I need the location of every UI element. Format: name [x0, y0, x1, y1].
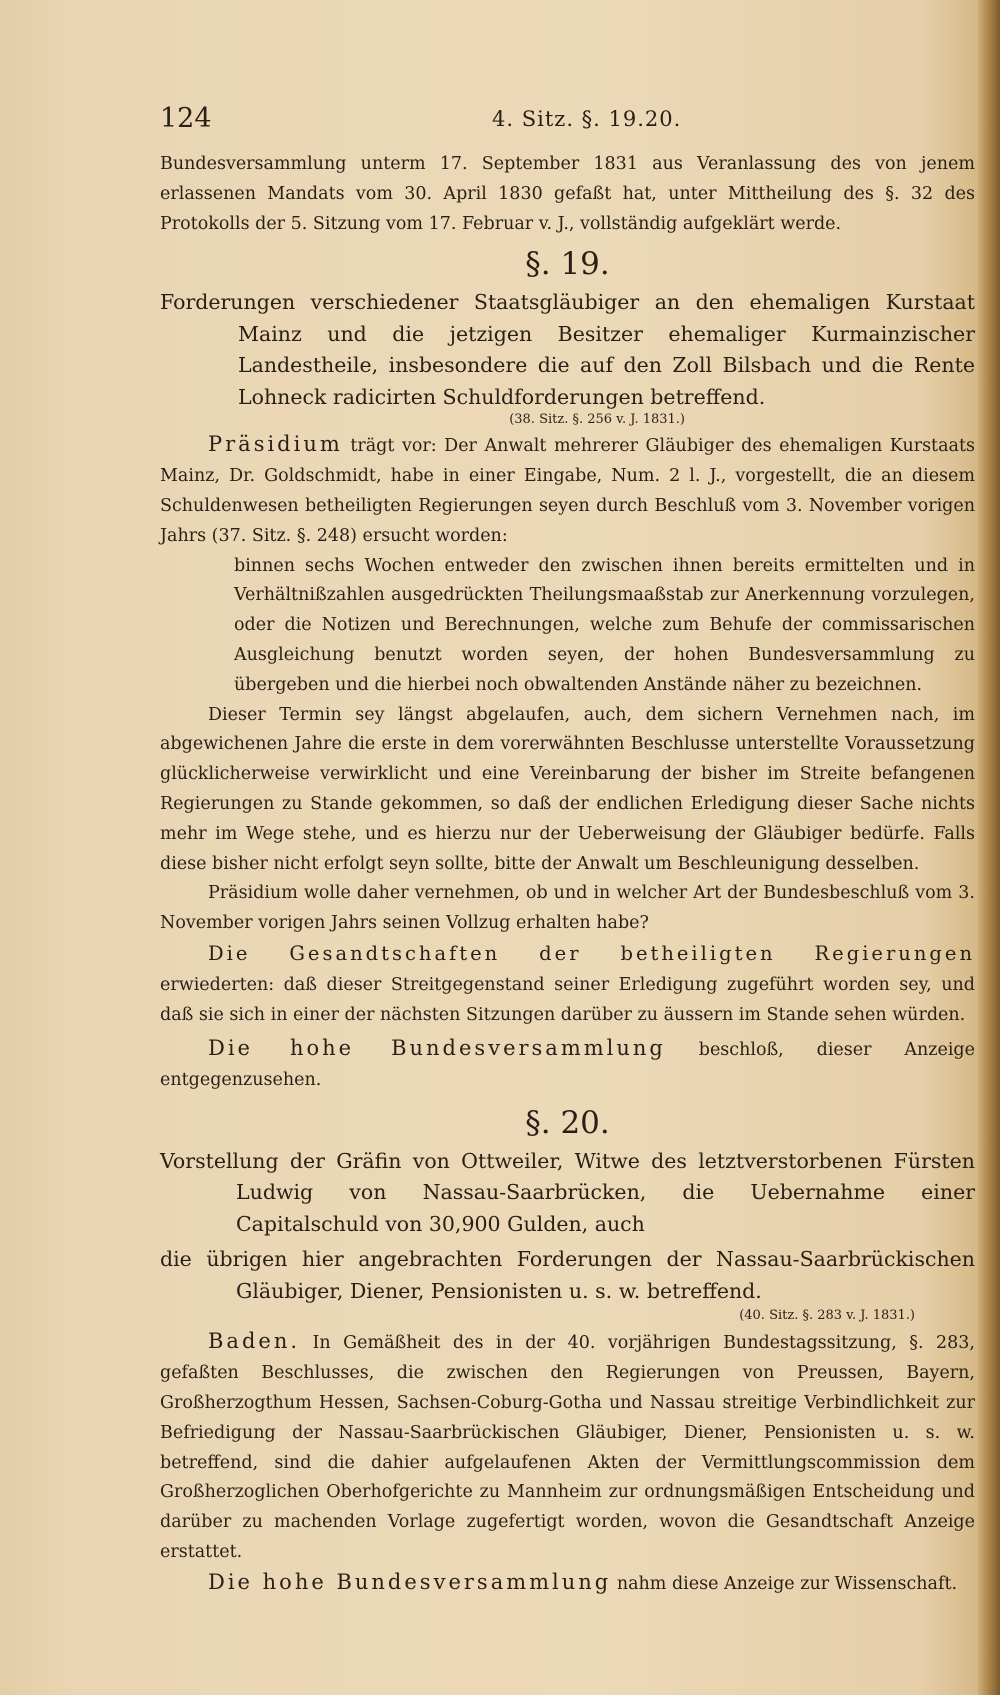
speaker-gesandtschaften: Die Gesandtschaften der betheiligten Regierungen: [208, 941, 975, 965]
section-20-paragraph-2: [160, 1568, 975, 1600]
section-19-paragraph-3: Präsidium wolle daher vernehmen, ob und in welcher Art der Bundesbeschluß vom 3. November vorigen Jahrs seinen Vollzug erhalten habe?: [160, 883, 975, 934]
section-19-quote: binnen sechs Wochen entweder den zwischen ihnen bereits ermittelten und in Verhältnißzahlen ausgedrückten Theilungsmaaßstab zur Anerkennung vorzulegen, oder die Notizen und Berechnungen, welche zum Behufe der commissarischen Ausgleichung benutzt worden seyen, der hohen Bundesversammlung zu übergeben und die hierbei noch obwaltenden Anstände näher zu bezeichnen.: [234, 555, 975, 695]
section-19-paragraph-2: Dieser Termin sey längst abgelaufen, auch, dem sichern Vernehmen nach, im abgewichenen Jahre die erste in dem vorerwähnten Beschlusse unterstellte Voraussetzung glücklicherweise verwirklicht und eine Vereinbarung der bisher im Streite befangenen Regierungen zu Stande gekommen, so daß der endlichen Erledigung dieser Sache nichts mehr im Wege stehe, und es hierzu nur der Ueberweisung der Gläubiger bedürfe. Falls diese bisher nicht erfolgt seyn sollte, bitte der Anwalt um Beschleunigung desselben.: [160, 704, 975, 874]
intro-paragraph: Bundesversammlung unterm 17. September 1831 aus Veranlassung des von jenem erlassenen Mandats vom 30. April 1830 gefaßt hat, unter Mittheilung des §. 32 des Protokolls der 5. Sitzung vom 17. Februar v. J., vollständig aufgeklärt werde.: [160, 154, 975, 234]
section-20-heading: §. 20.: [525, 1104, 610, 1141]
paragraph-text: In Gemäßheit des in der 40. vorjährigen Bundestagssitzung, §. 283, gefaßten Beschlusses, die zwischen den Regierungen von Preussen, Bayern, Großherzogthum Hessen, Sachsen-Coburg-Gotha und Nassau streitige Verbindlichkeit zur Befriedigung der Nassau-Saarbrückischen Gläubiger, Diener, Pensionisten u. s. w. betreffend, sind die dahier aufgelaufenen Akten der Vermittlungscommission dem Großherzoglichen Oberhofgerichte zu Mannheim zur ordnungsmäßigen Entscheidung und darüber zu machenden Vorlage zugefertigt worden, wovon die Gesandtschaft Anzeige erstattet.: [160, 1333, 975, 1562]
section-19-title: Forderungen verschiedener Staatsgläubiger an den ehemaligen Kurstaat Mainz und die jetzigen Besitzer ehemaliger Kurmainzischer Landestheile, insbesondere die auf den Zoll Bilsbach und die Rente Lohneck radicirten Schuldforderungen betreffend.: [160, 290, 975, 409]
speaker-baden: Baden.: [208, 1329, 301, 1354]
section-20-title-part-1: Vorstellung der Gräfin von Ottweiler, Witwe des letztverstorbenen Fürsten Ludwig von Nassau-Saarbrücken, die Uebernahme einer Capitalschuld von 30,900 Gulden, auch: [160, 1148, 975, 1236]
page-header: [160, 103, 920, 137]
paragraph-text: trägt vor: Der Anwalt mehrerer Gläubiger des ehemaligen Kurstaats Mainz, Dr. Goldschmidt, habe in einer Eingabe, Num. 2 l. J., vorgestellt, die an diesem Schuldenwesen betheiligten Regierungen seyen durch Beschluß vom 3. November vorigen Jahrs (37. Sitz. §. 248) ersucht worden:: [160, 436, 975, 546]
speaker-bundesversammlung-2: Die hohe Bundesversammlung: [208, 1569, 612, 1594]
book-spine-edge: [978, 0, 1000, 1695]
section-19-paragraph-5: [160, 1034, 975, 1096]
page-number: 124: [160, 103, 212, 134]
speaker-praesidium: Präsidium: [208, 432, 343, 457]
running-head: 4. Sitz. §. 19.20.: [492, 107, 682, 131]
speaker-bundesversammlung: Die hohe Bundesversammlung: [208, 1036, 666, 1061]
page-body: [160, 150, 975, 1600]
section-20-paragraph-1: [160, 1327, 975, 1567]
section-19-paragraph-4: [160, 939, 975, 1030]
paragraph-text: beschloß, dieser Anzeige entgegenzusehen.: [160, 1040, 975, 1091]
section-19-reference: (38. Sitz. §. 256 v. J. 1831.): [509, 412, 685, 428]
section-20-title-part-2: die übrigen hier angebrachten Forderungen der Nassau-Saarbrückischen Gläubiger, Diener, Pensionisten u. s. w. betreffend.: [160, 1247, 975, 1303]
section-19-paragraph-1: [160, 430, 975, 551]
paragraph-text: nahm diese Anzeige zur Wissenschaft.: [616, 1573, 958, 1594]
section-20-reference: (40. Sitz. §. 283 v. J. 1831.): [739, 1308, 915, 1324]
paragraph-text: erwiederten: daß dieser Streitgegenstand seiner Erledigung zugeführt worden sey, und daß sie sich in einer der nächsten Sitzungen darüber zu äussern im Stande sehen würden.: [160, 974, 975, 1025]
section-19-heading: §. 19.: [525, 246, 610, 283]
